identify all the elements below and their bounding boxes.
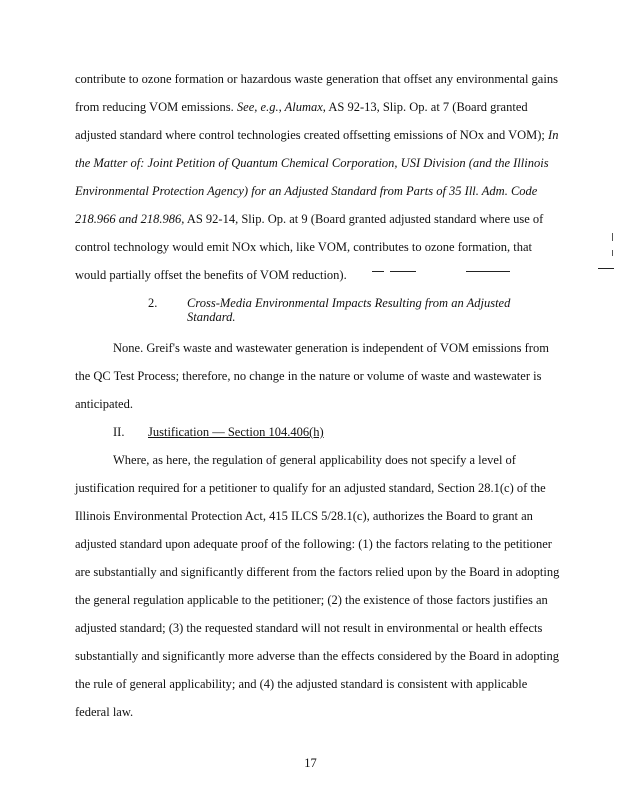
stray-mark	[466, 271, 510, 272]
text-line: substantially and significantly more adverse than the effects considered by the Board in adopting	[75, 649, 560, 663]
text-span: adjusted standard where control technologies created offsetting emissions of NOx and VOM);	[75, 128, 545, 142]
text-span: from reducing VOM emissions.	[75, 100, 234, 114]
section-heading: Standard.	[187, 310, 236, 324]
text-line: anticipated.	[75, 397, 133, 411]
text-line: the rule of general applicability; and (4) the adjusted standard is consistent with applicable	[75, 677, 528, 691]
margin-tick	[612, 233, 613, 241]
text-line: adjusted standard upon adequate proof of the following: (1) the factors relating to the petitioner	[75, 537, 552, 551]
text-line: would partially offset the benefits of VOM reduction).	[75, 268, 347, 282]
text-line: Illinois Environmental Protection Act, 415 ILCS 5/28.1(c), authorizes the Board to grant an	[75, 509, 533, 523]
text-span: AS 92-14, Slip. Op. at 9 (Board granted adjusted standard where use of	[186, 212, 544, 226]
text-line	[75, 128, 558, 142]
text-line: the QC Test Process; therefore, no change in the nature or volume of waste and wastewater is	[75, 369, 542, 383]
section-heading: Cross-Media Environmental Impacts Resulting from an Adjusted	[187, 296, 511, 310]
section-heading: Justification — Section 104.406(h)	[148, 425, 324, 439]
text-line: are substantially and significantly different from the factors relied upon by the Board in adopting	[75, 565, 560, 579]
citation-line: Environmental Protection Agency) for an Adjusted Standard from Parts of 35 Ill. Adm. Code	[75, 184, 538, 198]
section-number: II.	[113, 425, 125, 439]
text-line: Where, as here, the regulation of general applicability does not specify a level of	[113, 453, 516, 467]
margin-tick	[612, 250, 613, 256]
citation-italic: See, e.g., Alumax,	[236, 100, 326, 114]
text-line	[75, 212, 543, 226]
text-line: control technology would emit NOx which, like VOM, contributes to ozone formation, that	[75, 240, 532, 254]
text-line: justification required for a petitioner to qualify for an adjusted standard, Section 28.1(c) of the	[75, 481, 546, 495]
stray-mark	[598, 268, 614, 269]
text-line: adjusted standard; (3) the requested standard will not result in environmental or health effects	[75, 621, 543, 635]
text-span: AS 92-13, Slip. Op. at 7 (Board granted	[328, 100, 528, 114]
text-line: the general regulation applicable to the petitioner; (2) the existence of those factors justifies an	[75, 593, 548, 607]
text-line	[75, 100, 528, 114]
stray-mark	[372, 271, 384, 272]
section-number: 2.	[148, 296, 158, 310]
page-number: 17	[304, 756, 317, 770]
citation-italic: 218.966 and 218.986,	[75, 212, 185, 226]
citation-line: the Matter of: Joint Petition of Quantum Chemical Corporation, USI Division (and the Illinois	[75, 156, 549, 170]
text-line: contribute to ozone formation or hazardous waste generation that offset any environmental gains	[75, 72, 558, 86]
text-line: federal law.	[75, 705, 134, 719]
stray-mark	[390, 271, 416, 272]
text-line: None. Greif's waste and wastewater generation is independent of VOM emissions from	[113, 341, 549, 355]
citation-italic: In	[548, 128, 559, 142]
